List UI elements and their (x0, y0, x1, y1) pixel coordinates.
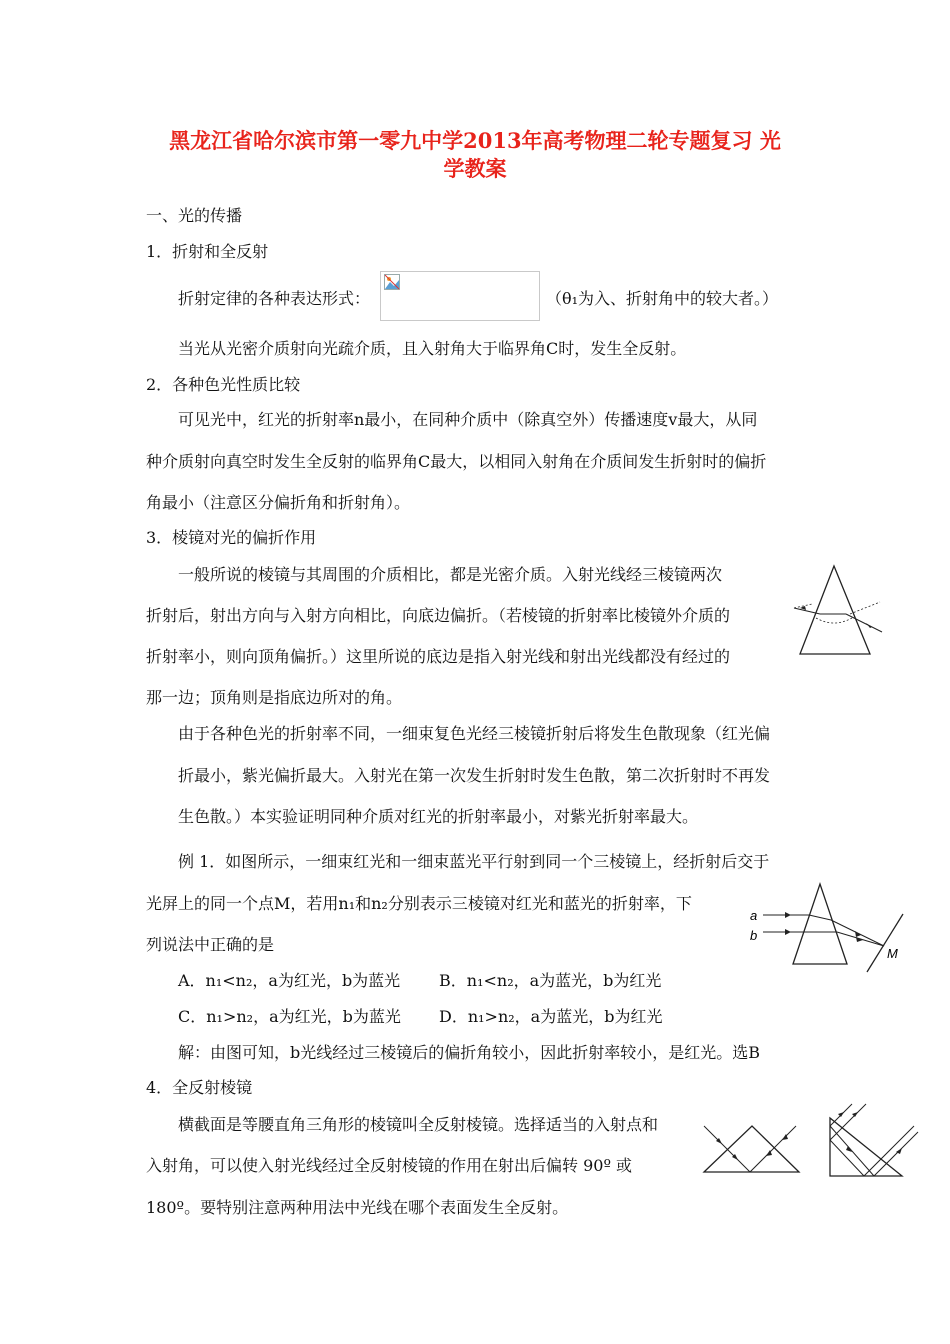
paragraph-text: 角最小（注意区分偏折角和折射角）。 (146, 493, 411, 512)
page-title-line1: 黑龙江省哈尔滨市第一零九中学2013年高考物理二轮专题复习 光 (169, 128, 781, 153)
subsection-heading: 1．折射和全反射 (146, 242, 269, 261)
paragraph-text: 入射角，可以使入射光线经过全反射棱镜的作用在射出后偏转 90º 或 (146, 1156, 633, 1175)
option-c: C．n₁>n₂，a为红光，b为蓝光 (178, 1007, 401, 1026)
paragraph-text: 折射率小，则向顶角偏折。）这里所说的底边是指入射光线和射出光线都没有经过的 (146, 647, 731, 666)
option-d: D．n₁>n₂，a为蓝光，b为红光 (439, 1007, 663, 1026)
paragraph-text: （θ₁为入、折射角中的较大者。） (546, 289, 779, 308)
total-reflection-prism-90-figure (700, 1120, 802, 1176)
section-heading: 一、光的传播 (146, 206, 243, 225)
option-b: B．n₁<n₂，a为蓝光，b为红光 (439, 971, 662, 990)
paragraph-text: 一般所说的棱镜与其周围的介质相比，都是光密介质。入射光线经三棱镜两次 (178, 565, 723, 584)
example-text: 光屏上的同一个点M，若用n₁和n₂分别表示三棱镜对红光和蓝光的折射率，下 (146, 894, 692, 913)
broken-image-icon (384, 274, 400, 290)
prism-dispersion-figure (745, 880, 915, 975)
example-text: 例 1．如图所示，一细束红光和一细束蓝光平行射到同一个三棱镜上，经折射后交于 (178, 852, 770, 871)
subsection-heading: 2．各种色光性质比较 (146, 375, 301, 394)
figure-label-a: a (750, 908, 758, 923)
subsection-heading: 3．棱镜对光的偏折作用 (146, 528, 317, 547)
solution-text: 解：由图可知，b光线经过三棱镜后的偏折角较小，因此折射率较小，是红光。选B (178, 1043, 761, 1062)
total-reflection-prism-180-figure (822, 1102, 922, 1180)
paragraph-text: 由于各种色光的折射率不同，一细束复色光经三棱镜折射后将发生色散现象（红光偏 (178, 724, 771, 743)
paragraph-text: 180º。要特别注意两种用法中光线在哪个表面发生全反射。 (146, 1198, 569, 1217)
paragraph-text: 可见光中，红光的折射率n最小，在同种介质中（除真空外）传播速度v最大，从同 (178, 410, 758, 429)
paragraph-text: 折最小，紫光偏折最大。入射光在第一次发生折射时发生色散，第二次折射时不再发 (178, 766, 771, 785)
page-title-line2: 学教案 (443, 156, 507, 181)
prism-deviation-figure (790, 562, 886, 660)
paragraph-text: 生色散。）本实验证明同种介质对红光的折射率最小，对紫光折射率最大。 (178, 807, 699, 826)
paragraph-text: 横截面是等腰直角三角形的棱镜叫全反射棱镜。选择适当的入射点和 (178, 1115, 659, 1134)
paragraph-text: 那一边；顶角则是指底边所对的角。 (146, 688, 403, 707)
paragraph-text: 当光从光密介质射向光疏介质，且入射角大于临界角C时，发生全反射。 (178, 339, 687, 358)
paragraph-text: 折射定律的各种表达形式： (178, 289, 371, 308)
subsection-heading: 4．全反射棱镜 (146, 1078, 253, 1097)
option-a: A．n₁<n₂，a为红光，b为蓝光 (178, 971, 401, 990)
paragraph-text: 种介质射向真空时发生全反射的临界角C最大，以相同入射角在介质间发生折射时的偏折 (146, 452, 767, 471)
figure-label-m: M (887, 946, 898, 961)
paragraph-text: 折射后，射出方向与入射方向相比，向底边偏折。（若棱镜的折射率比棱镜外介质的 (146, 606, 731, 625)
formula-image-placeholder (380, 271, 540, 321)
figure-label-b: b (750, 928, 758, 943)
example-text: 列说法中正确的是 (146, 935, 275, 954)
